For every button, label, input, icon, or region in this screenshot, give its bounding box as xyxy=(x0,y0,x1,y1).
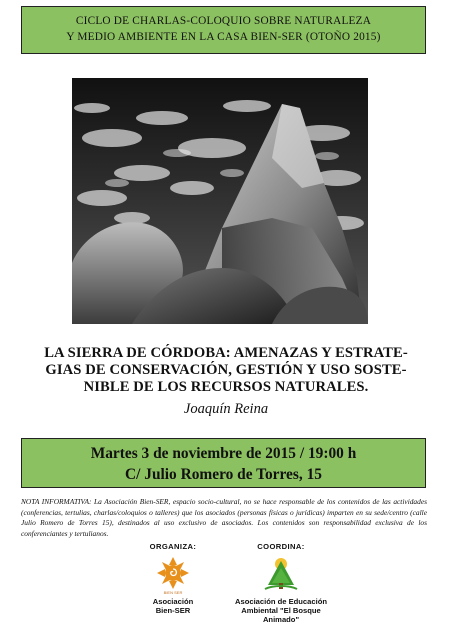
logo-wordmark: BIEN SER xyxy=(163,590,183,595)
talk-title-line-3: NIBLE DE LOS RECURSOS NATURALES. xyxy=(83,379,369,395)
mountain-rock-photo xyxy=(72,78,368,324)
organiza-label: ORGANIZA: xyxy=(149,542,197,551)
disclaimer-note: NOTA INFORMATIVA: La Asociación Bien-SER, espacio socio-cultural, no se hace responsable de los contenidos de las actividades (conferencias, tertulias, charlas/coloquios o talleres) que los asociados (personas físicas o jurídicas) imparten en su sede/centro (calle Julio Romero de Torres 15), destinados al uso exclusivo de asociados. Los contenidos son responsabilidad exclusiva de los conferenciantes y tertulianos. xyxy=(21,497,427,538)
organiza-name-line-1: Asociación xyxy=(152,597,194,606)
coordina-name-line-1: Asociación de Educación xyxy=(235,597,327,606)
talk-title-line-1: LA SIERRA DE CÓRDOBA: AMENAZAS Y ESTRATE- xyxy=(44,345,408,361)
bosque-animado-tree-logo-icon xyxy=(261,555,301,595)
bien-ser-sun-logo-icon xyxy=(153,555,193,595)
event-address: C/ Julio Romero de Torres, 15 xyxy=(125,466,322,483)
event-date-time: Martes 3 de noviembre de 2015 / 19:00 h xyxy=(90,445,357,462)
talk-title xyxy=(18,345,434,396)
event-details-banner xyxy=(21,438,426,488)
coordina-name-line-2: Ambiental "El Bosque xyxy=(241,606,321,615)
series-title-line-1: CICLO DE CHARLAS-COLOQUIO SOBRE NATURALEZA xyxy=(75,15,372,27)
series-title-line-2: Y MEDIO AMBIENTE EN LA CASA BIEN-SER (OTOÑO 2015) xyxy=(66,31,381,43)
speaker-name: Joaquín Reina xyxy=(183,401,269,417)
coordinator-block xyxy=(226,542,336,624)
talk-title-line-2: GIAS DE CONSERVACIÓN, GESTIÓN Y USO SOSTE- xyxy=(45,362,407,378)
coordina-label: COORDINA: xyxy=(257,542,305,551)
organizer-block xyxy=(128,542,218,615)
coordina-name-line-3: Animado" xyxy=(262,615,300,624)
series-header-banner xyxy=(21,6,426,54)
organiza-name-line-2: Bien-SER xyxy=(155,606,191,615)
